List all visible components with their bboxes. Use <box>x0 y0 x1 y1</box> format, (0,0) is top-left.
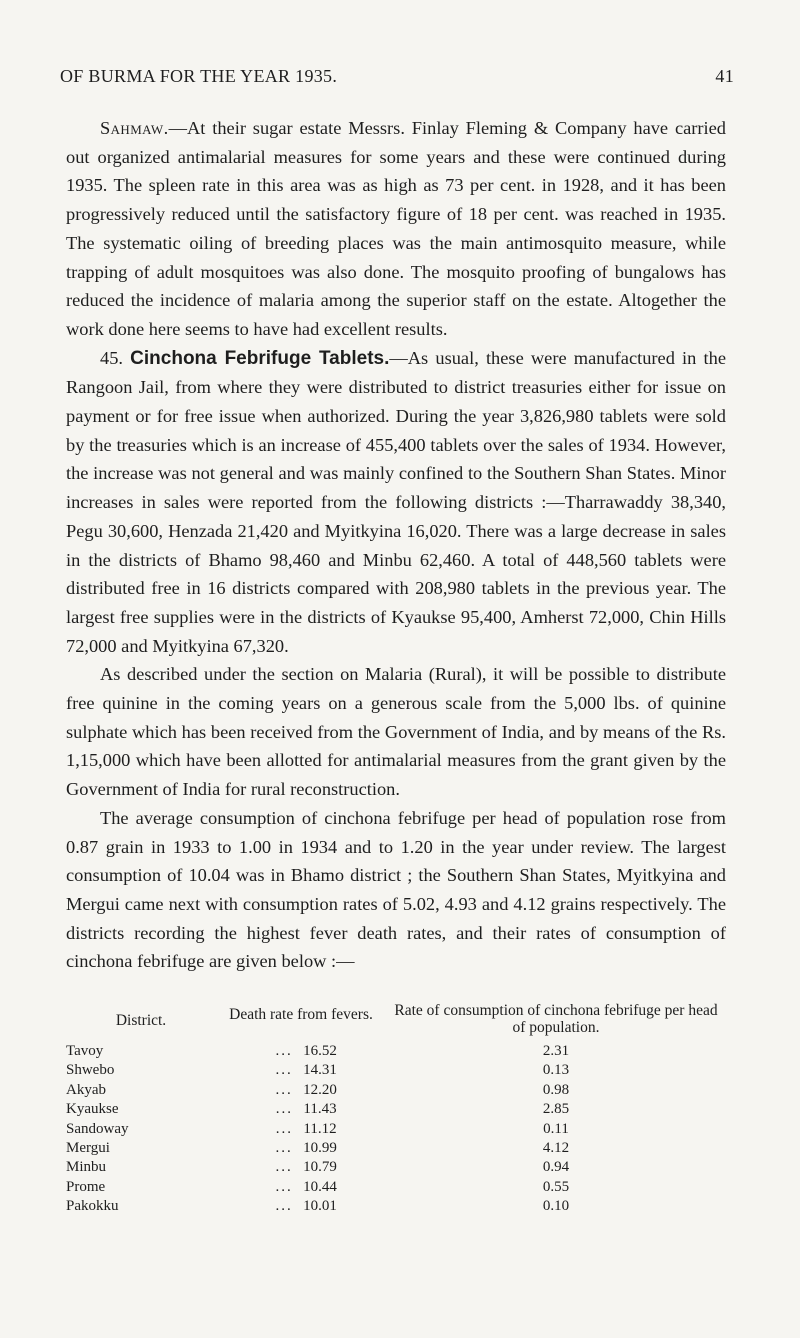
cell-death-rate <box>216 1197 386 1216</box>
paragraph-lead: Sahmaw. <box>100 118 169 138</box>
death-rate-value: 10.01 <box>303 1198 337 1215</box>
death-rate-value: 10.79 <box>303 1159 337 1176</box>
cell-death-rate <box>216 1042 386 1061</box>
death-rate-value: 10.44 <box>303 1178 337 1195</box>
paragraph-text: The average consumption of cinchona febrifuge per head of population rose from 0.87 grain in 1933 to 1.00 in 1934 and to 1.20 in the year under review. The largest consumption of 10.04 was in Bhamo district ; the Southern Shan States, Myitkyina and Mergui came next with consumption rates of 5.02, 4.93 and 4.12 grains respectively. The districts recording the highest fever death rates, and their rates of consumption of cinchona febrifuge are given below :— <box>66 807 726 972</box>
cell-death-rate <box>216 1100 386 1119</box>
leader-dots: ... <box>275 1120 294 1137</box>
cell-district: Sandoway <box>66 1120 129 1137</box>
cell-district: Minbu <box>66 1159 107 1176</box>
death-rate-value: 11.43 <box>303 1101 337 1118</box>
death-rate-value: 10.99 <box>303 1140 337 1157</box>
table-row <box>66 1139 726 1158</box>
leader-dots: ... <box>275 1159 293 1176</box>
cell-district: Mergui <box>66 1140 110 1157</box>
death-rate-value: 16.52 <box>303 1043 337 1059</box>
paragraph-free-quinine <box>66 660 726 804</box>
cell-consumption: 2.31 <box>542 1043 570 1059</box>
cell-consumption: 0.55 <box>542 1178 570 1195</box>
paragraph-sahmaw <box>66 114 726 344</box>
death-rate-value: 11.12 <box>303 1120 337 1137</box>
running-header <box>60 66 734 92</box>
section-number: 45. <box>100 347 123 368</box>
cell-death-rate <box>216 1158 386 1177</box>
death-rate-value: 14.31 <box>303 1062 337 1079</box>
cell-district: Pakokku <box>66 1198 119 1215</box>
table-row <box>66 1158 726 1177</box>
cell-death-rate <box>216 1061 386 1080</box>
leader-dots: ... <box>275 1140 293 1157</box>
column-header-death-rate: Death rate from fevers. <box>229 1006 373 1023</box>
paragraph-text: —At their sugar estate Messrs. Finlay Fleming & Company have carried out organized antimalarial measures for some years and these were continued during 1935. The spleen rate in this area was as high as 73 per cent. in 1928, and it has been progressively reduced until the satisfactory figure of 18 per cent. was reached in 1935. The systematic oiling of breeding places was the main antimosquito measure, while trapping of adult mosquitoes was also done. The mosquito proofing of bungalows has reduced the incidence of malaria among the superior staff on the estate. Altogether the work done here seems to have had excellent results. <box>66 118 726 339</box>
paragraph-consumption <box>66 804 726 976</box>
table-header-row <box>66 1002 726 1042</box>
leader-dots: ... <box>275 1062 293 1079</box>
cell-consumption: 0.13 <box>542 1062 570 1079</box>
cell-consumption: 4.12 <box>542 1140 570 1157</box>
cell-consumption: 2.85 <box>542 1101 570 1118</box>
table-row <box>66 1100 726 1119</box>
cell-consumption: 0.98 <box>542 1081 570 1098</box>
paragraph-text: As described under the section on Malaria (Rural), it will be possible to distribute free quinine in the coming years on a generous scale from the 5,000 lbs. of quinine sulphate which has been received from the Government of India, and by means of the Rs. 1,15,000 which have been allotted for antimalarial measures from the grant given by the Government of India for rural reconstruction. <box>66 664 726 800</box>
cell-district: Tavoy <box>66 1043 104 1059</box>
cell-consumption: 0.94 <box>542 1159 570 1176</box>
cell-district: Prome <box>66 1178 106 1195</box>
table-row <box>66 1081 726 1100</box>
cell-consumption: 0.11 <box>543 1120 569 1137</box>
table-row <box>66 1042 726 1061</box>
cell-district: Kyaukse <box>66 1101 119 1118</box>
cell-district: Shwebo <box>66 1062 115 1079</box>
column-header-district: District. <box>115 1012 167 1029</box>
body-text <box>66 114 726 976</box>
paragraph-cinchona <box>66 344 726 661</box>
fever-death-rate-table <box>66 1002 726 1217</box>
leader-dots: ... <box>275 1178 293 1195</box>
table-row <box>66 1120 726 1139</box>
table-row <box>66 1178 726 1197</box>
cell-death-rate <box>216 1178 386 1197</box>
leader-dots: ... <box>275 1101 294 1118</box>
cell-consumption: 0.10 <box>542 1198 570 1215</box>
leader-dots: ... <box>275 1198 293 1215</box>
cell-death-rate <box>216 1081 386 1100</box>
table-row <box>66 1061 726 1080</box>
cell-death-rate <box>216 1120 386 1139</box>
table-body <box>66 1042 726 1217</box>
cell-district: Akyab <box>66 1081 106 1098</box>
leader-dots: ... <box>275 1081 293 1098</box>
cell-death-rate <box>216 1139 386 1158</box>
column-header-consumption: Rate of consumption of cinchona febrifuge per head of population. <box>394 1002 718 1036</box>
table-row <box>66 1197 726 1216</box>
paragraph-text: —As usual, these were manufactured in the Rangoon Jail, from where they were distributed to district treasuries either for issue on payment or for free issue when authorized. During the year 3,826,980 tablets were sold by the treasuries which is an increase of 455,400 tablets over the sales of 1934. However, the increase was not general and was mainly confined to the Southern Shan States. Minor increases in sales were reported from the following districts :—Tharrawaddy 38,340, Pegu 30,600, Henzada 21,420 and Myitkyina 16,020. There was a large decrease in sales in the districts of Bhamo 98,460 and Minbu 62,460. A total of 448,560 tablets were distributed free in 16 districts compared with 208,980 tablets in the previous year. The largest free supplies were in the districts of Kyaukse 95,400, Amherst 72,000, Chin Hills 72,000 and Myitkyina 67,320. <box>66 347 726 656</box>
page-number: 41 <box>715 66 734 86</box>
section-heading: Cinchona Febrifuge Tablets. <box>130 347 390 369</box>
leader-dots: ... <box>275 1043 293 1059</box>
death-rate-value: 12.20 <box>303 1081 337 1098</box>
header-title: OF BURMA FOR THE YEAR 1935. <box>60 66 338 86</box>
